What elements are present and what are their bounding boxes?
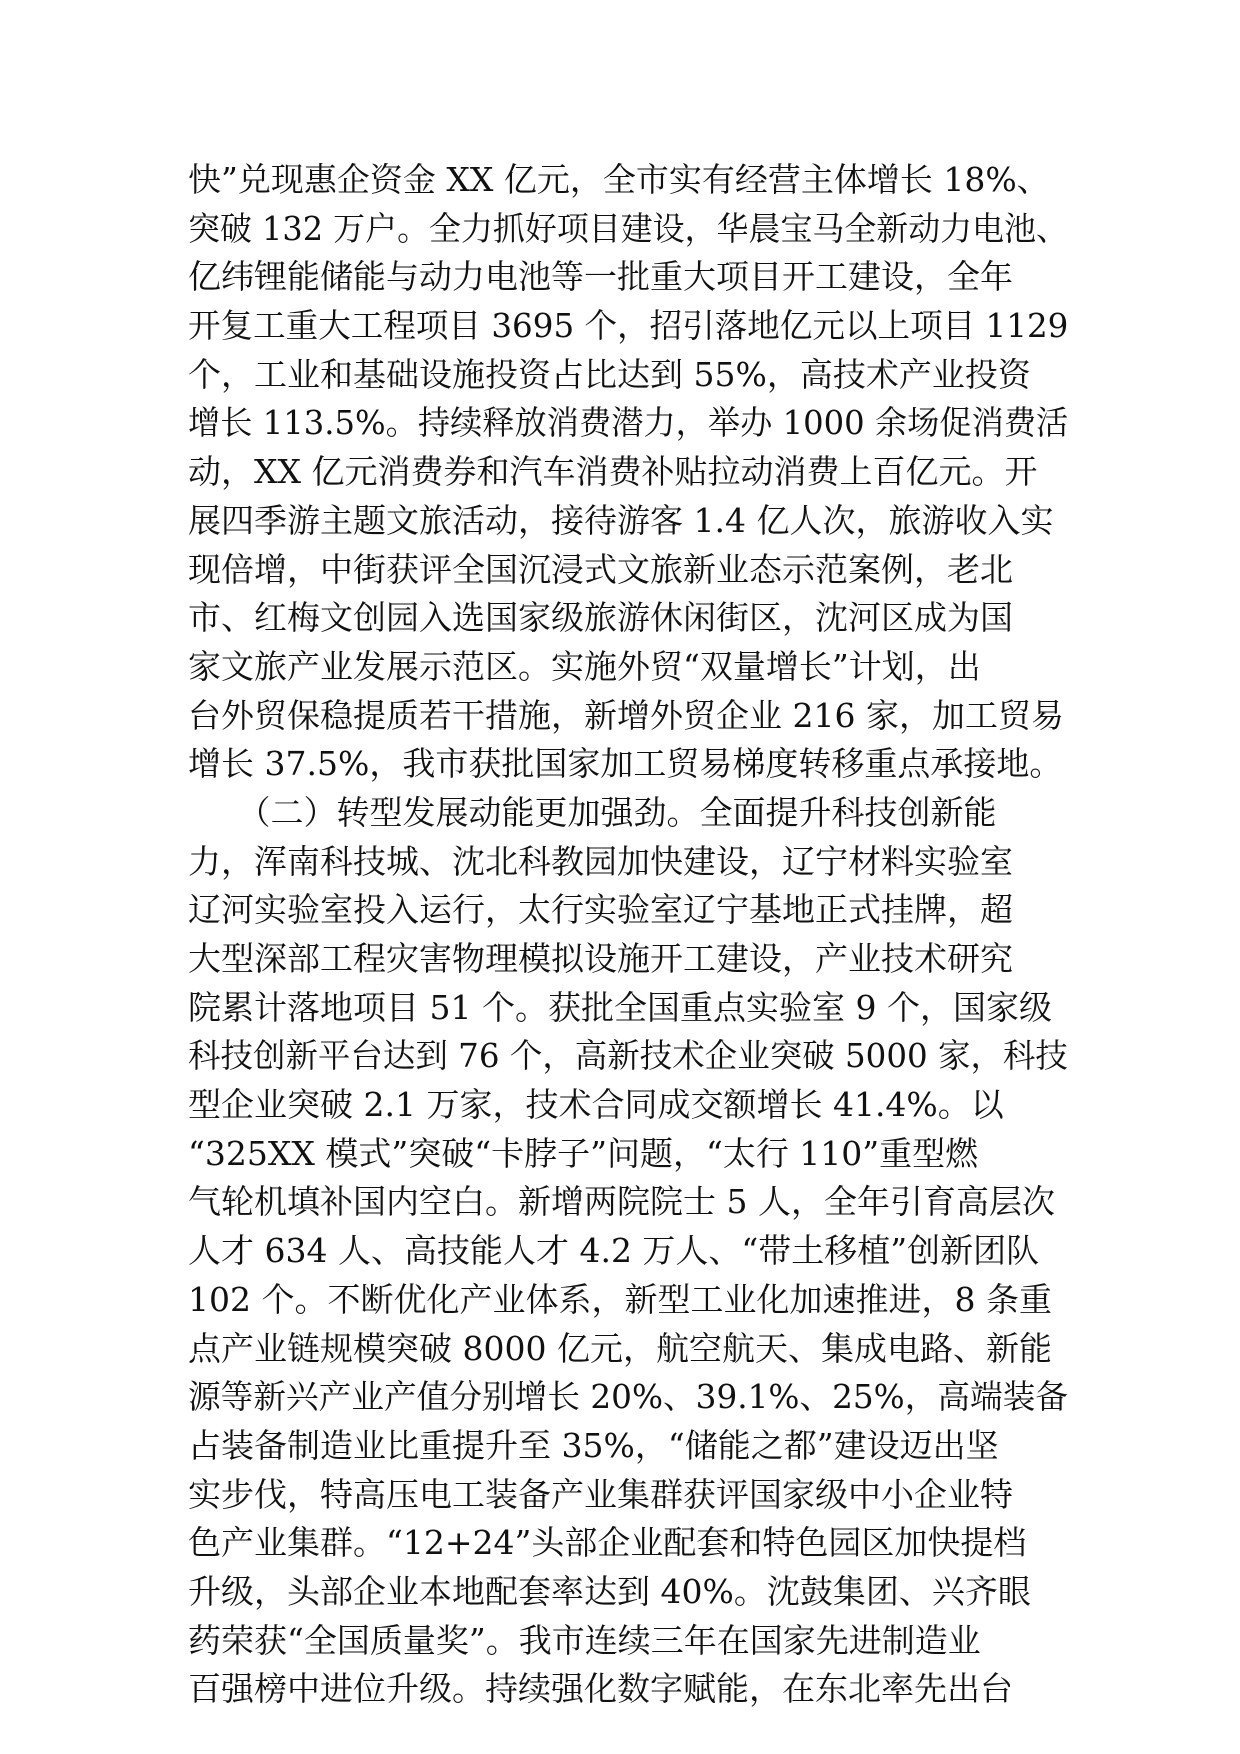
text-line: 升级，头部企业本地配套率达到 40%。沈鼓集团、兴齐眼	[188, 1571, 1031, 1611]
text-line: “325XX 模式”突破“卡脖子”问题，“太行 110”重型燃	[188, 1133, 979, 1173]
text-line: 快”兑现惠企资金 XX 亿元，全市实有经营主体增长 18%、	[188, 160, 1050, 199]
text-line: 家文旅产业发展示范区。实施外贸“双量增长”计划，出	[188, 646, 981, 686]
text-line: 展四季游主题文旅活动，接待游客 1.4 亿人次，旅游收入实	[188, 500, 1054, 540]
text-line: 突破 132 万户。全力抓好项目建设，华晨宝马全新动力电池、	[188, 208, 1068, 248]
text-line: 院累计落地项目 51 个。获批全国重点实验室 9 个，国家级	[188, 987, 1052, 1027]
text-line: 102 个。不断优化产业体系，新型工业化加速推进，8 条重	[188, 1279, 1052, 1319]
text-line: 源等新兴产业产值分别增长 20%、39.1%、25%，高端装备	[188, 1377, 1069, 1417]
text-line: 科技创新平台达到 76 个，高新技术企业突破 5000 家，科技	[188, 1036, 1068, 1076]
text-line: 大型深部工程灾害物理模拟设施开工建设，产业技术研究	[188, 939, 1013, 978]
text-line: 力，浑南科技城、沈北科教园加快建设，辽宁材料实验室	[188, 841, 1013, 881]
text-line: 现倍增，中街获评全国沉浸式文旅新业态示范案例，老北	[188, 549, 1013, 589]
text-line: 药荣获“全国质量奖”。我市连续三年在国家先进制造业	[188, 1620, 981, 1660]
text-line: 增长 113.5%。持续释放消费潜力，举办 1000 余场促消费活	[188, 403, 1069, 443]
text-line: 气轮机填补国内空白。新增两院院士 5 人，全年引育高层次	[188, 1182, 1055, 1222]
text-line: 实步伐，特高压电工装备产业集群获评国家级中小企业特	[188, 1474, 1013, 1514]
text-line: 市、红梅文创园入选国家级旅游休闲街区，沈河区成为国	[188, 598, 1013, 638]
section-heading-line: （二）转型发展动能更加强劲。全面提升科技创新能	[188, 792, 997, 832]
text-line: 人才 634 人、高技能人才 4.2 万人、“带土移植”创新团队	[188, 1231, 1040, 1271]
text-line: 占装备制造业比重提升至 35%，“储能之都”建设迈出坚	[188, 1425, 999, 1465]
text-line: 开复工重大工程项目 3695 个，招引落地亿元以上项目 1129	[188, 306, 1069, 346]
text-line: 台外贸保稳提质若干措施，新增外贸企业 216 家，加工贸易	[188, 695, 1064, 735]
text-line: 百强榜中进位升级。持续强化数字赋能，在东北率先出台	[188, 1669, 1013, 1709]
text-line: 增长 37.5%，我市获批国家加工贸易梯度转移重点承接地。	[188, 744, 1063, 784]
text-line: 个，工业和基础设施投资占比达到 55%，高技术产业投资	[188, 354, 1031, 394]
text-line: 型企业突破 2.1 万家，技术合同成交额增长 41.4%。以	[188, 1085, 1004, 1125]
text-line: 辽河实验室投入运行，太行实验室辽宁基地正式挂牌，超	[188, 890, 1013, 930]
text-line: 色产业集群。“12+24”头部企业配套和特色园区加快提档	[188, 1523, 1027, 1563]
text-line: 动，XX 亿元消费券和汽车消费补贴拉动消费上百亿元。开	[188, 452, 1038, 492]
text-line: 亿纬锂能储能与动力电池等一批重大项目开工建设，全年	[188, 257, 1013, 297]
text-line: 点产业链规模突破 8000 亿元，航空航天、集成电路、新能	[188, 1328, 1052, 1368]
body-text	[188, 156, 1068, 1714]
